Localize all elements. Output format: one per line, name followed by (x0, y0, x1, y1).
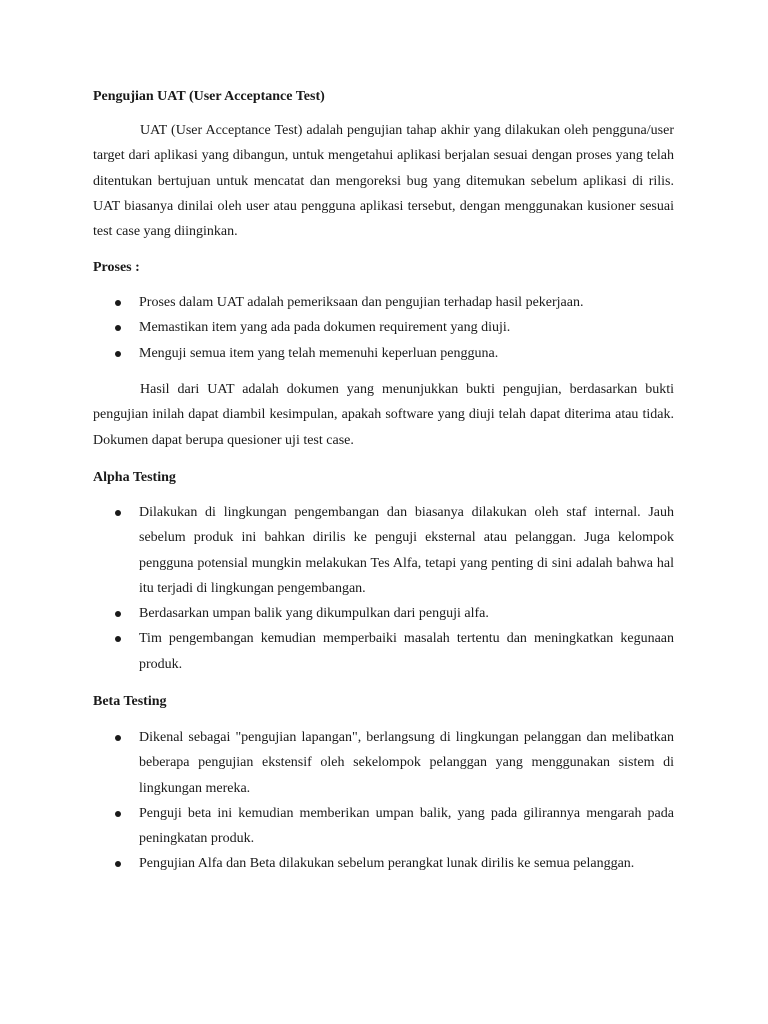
list-item (93, 341, 674, 366)
beta-testing-list (93, 725, 674, 877)
list-item-text: Dikenal sebagai "pengujian lapangan", berlangsung di lingkungan pelanggan dan melibatkan beberapa pengujian ekstensif oleh sekelompok pelanggan yang menggunakan sistem di lingkungan mereka. (139, 730, 674, 796)
bullet-icon (115, 811, 121, 817)
alpha-testing-heading: Alpha Testing (93, 470, 176, 485)
list-item-text: Tim pengembangan kemudian memperbaiki masalah tertentu dan meningkatkan kegunaan produk. (139, 631, 674, 672)
uat-heading: Pengujian UAT (User Acceptance Test) (93, 89, 325, 104)
list-item (93, 851, 674, 876)
bullet-icon (115, 351, 121, 357)
list-item (93, 290, 674, 315)
bullet-icon (115, 636, 121, 642)
bullet-icon (115, 861, 121, 867)
list-item (93, 626, 674, 677)
list-item-text: Penguji beta ini kemudian memberikan umpan balik, yang pada gilirannya mengarah pada peningkatan produk. (139, 805, 674, 847)
bullet-icon (115, 510, 121, 516)
uat-intro-paragraph: UAT (User Acceptance Test) adalah pengujian tahap akhir yang dilakukan oleh pengguna/user target dari aplikasi yang dibangun, untuk mengetahui aplikasi berjalan sesuai dengan proses yang telah ditentukan bertujuan untuk mencatat dan mengoreksi bug yang ditemukan sebelum aplikasi di rilis. UAT biasanya dinilai oleh user atau pengguna aplikasi tersebut, dengan menggunakan kusioner sesuai test case yang diinginkan. (93, 123, 674, 240)
list-item (93, 601, 674, 626)
bullet-icon (115, 300, 121, 306)
list-item-text: Proses dalam UAT adalah pemeriksaan dan pengujian terhadap hasil pekerjaan. (139, 295, 584, 310)
list-item-text: Pengujian Alfa dan Beta dilakukan sebelum perangkat lunak dirilis ke semua pelanggan. (139, 856, 635, 872)
list-item (93, 725, 674, 801)
uat-result-paragraph: Hasil dari UAT adalah dokumen yang menunjukkan bukti pengujian, berdasarkan bukti pengujian inilah dapat diambil kesimpulan, apakah software yang diuji telah dapat diterima atau tidak. Dokumen dapat berupa quesioner uji test case. (93, 382, 674, 448)
bullet-icon (115, 735, 121, 741)
list-item-text: Dilakukan di lingkungan pengembangan dan biasanya dilakukan oleh staf internal. Jauh sebelum produk ini bahkan dirilis ke penguji eksternal atau pelanggan. Juga kelompok pengguna potensial mungkin melakukan Tes Alfa, tetapi yang penting di sini adalah bahwa hal itu terjadi di lingkungan pengembangan. (139, 505, 674, 596)
proses-heading: Proses : (93, 260, 140, 275)
list-item-text: Memastikan item yang ada pada dokumen requirement yang diuji. (139, 320, 511, 336)
bullet-icon (115, 611, 121, 617)
beta-testing-heading: Beta Testing (93, 694, 167, 709)
list-item (93, 801, 674, 852)
list-item-text: Menguji semua item yang telah memenuhi keperluan pengguna. (139, 345, 499, 361)
list-item (93, 500, 674, 601)
list-item-text: Berdasarkan umpan balik yang dikumpulkan dari penguji alfa. (139, 606, 489, 622)
list-item (93, 315, 674, 340)
proses-list (93, 290, 674, 366)
bullet-icon (115, 325, 121, 331)
alpha-testing-list (93, 500, 674, 677)
